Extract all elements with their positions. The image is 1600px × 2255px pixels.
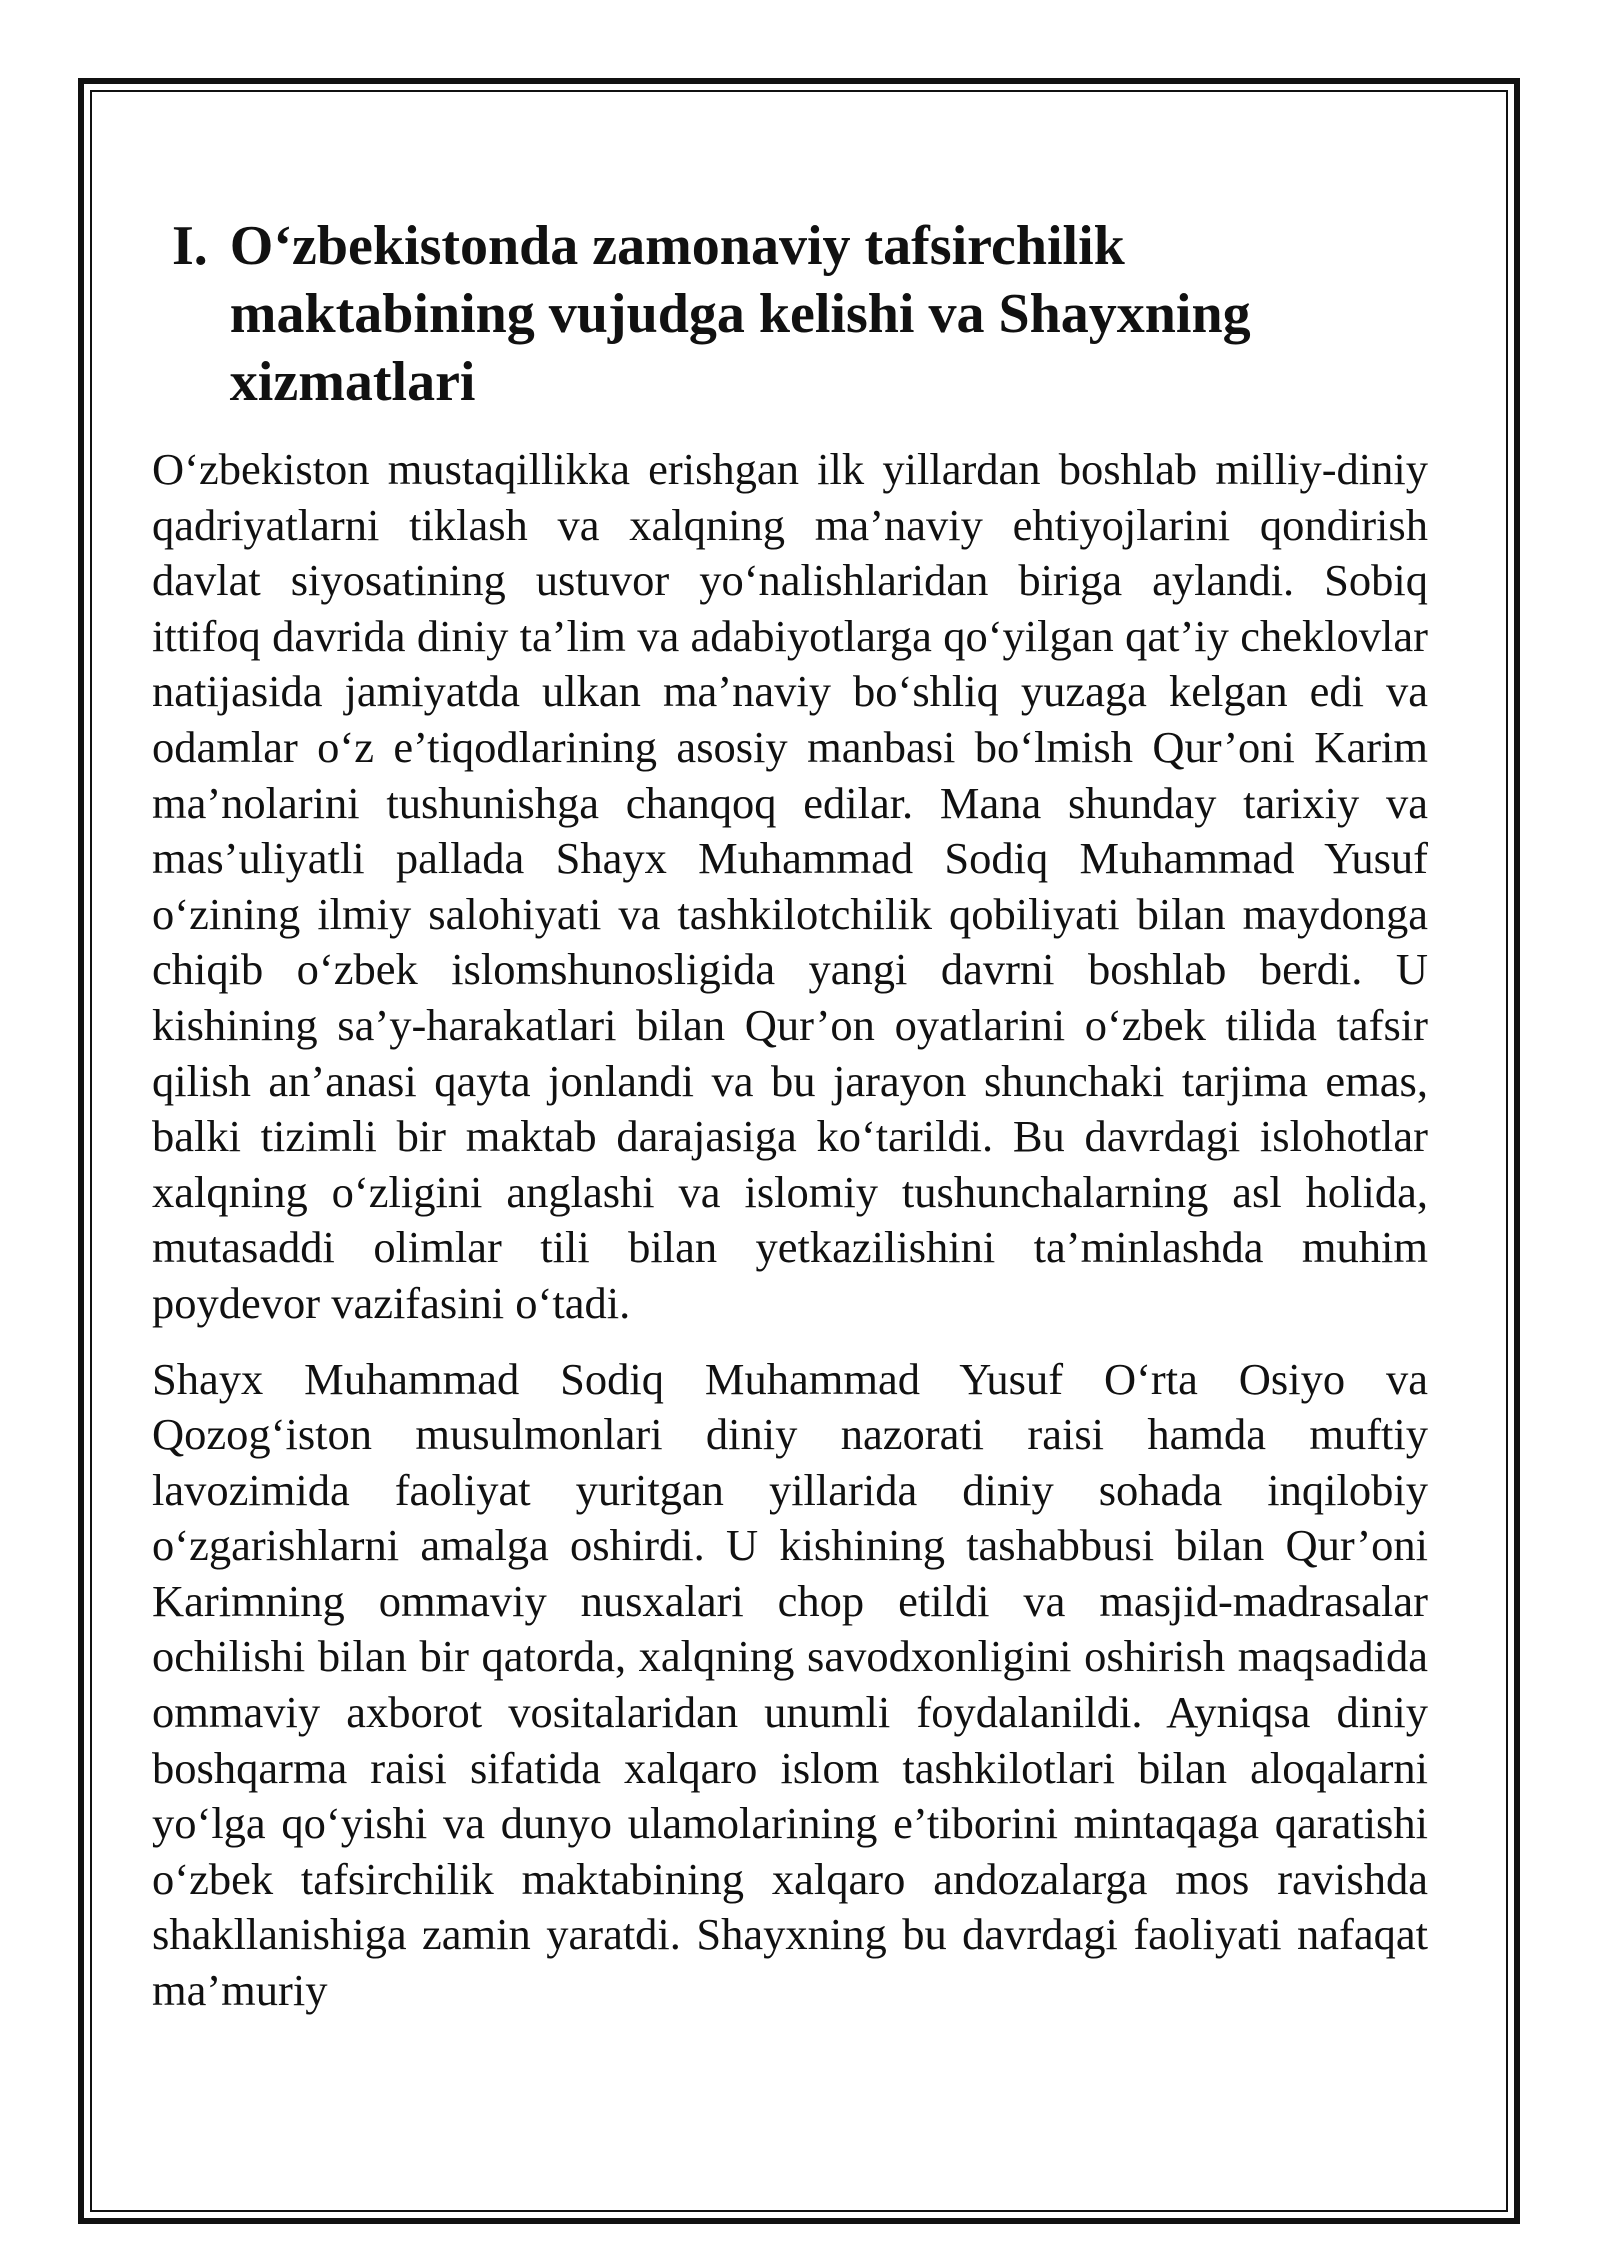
section-heading [172,212,1428,416]
body-paragraph-1: O‘zbekiston mustaqillikka erishgan ilk yillardan boshlab milliy-diniy qadriyatlarni tiklash va xalqning ma’naviy ehtiyojlarini qondirish davlat siyosatining ustuvor yo‘nalishlaridan biriga aylandi. Sobiq ittifoq davrida diniy ta’lim va adabiyotlarga qo‘yilgan qat’iy cheklovlar natijasida jamiyatda ulkan ma’naviy bo‘shliq yuzaga kelgan edi va odamlar o‘z e’tiqodlarining asosiy manbasi bo‘lmish Qur’oni Karim ma’nolarini tushunishga chanqoq edilar. Mana shunday tarixiy va mas’uliyatli pallada Shayx Muhammad Sodiq Muhammad Yusuf o‘zining ilmiy salohiyati va tashkilotchilik qobiliyati bilan maydonga chiqib o‘zbek islomshunosligida yangi davrni boshlab berdi. U kishining sa’y-harakatlari bilan Qur’on oyatlarini o‘zbek tilida tafsir qilish an’anasi qayta jonlandi va bu jarayon shunchaki tarjima emas, balki tizimli bir maktab darajasiga ko‘tarildi. Bu davrdagi islohotlar xalqning o‘zligini anglashi va islomiy tushunchalarning asl holida, mutasaddi olimlar tili bilan yetkazilishini ta’minlashda muhim poydevor vazifasini o‘tadi. [152,444,1428,1328]
page-content [152,212,1428,2019]
section-number: I. [172,215,208,277]
section-title: O‘zbekistonda zamonaviy tafsirchilik maktabining vujudga kelishi va Shayxning xizmatlari [229,215,1251,413]
body-paragraph-2: Shayx Muhammad Sodiq Muhammad Yusuf O‘rta Osiyo va Qozog‘iston musulmonlari diniy nazorati raisi hamda muftiy lavozimida faoliyat yuritgan yillarida diniy sohada inqilobiy o‘zgarishlarni amalga oshirdi. U kishining tashabbusi bilan Qur’oni Karimning ommaviy nusxalari chop etildi va masjid-madrasalar ochilishi bilan bir qatorda, xalqning savodxonligini oshirish maqsadida ommaviy axborot vositalaridan unumli foydalanildi. Ayniqsa diniy boshqarma raisi sifatida xalqaro islom tashkilotlari bilan aloqalarni yo‘lga qo‘yishi va dunyo ulamolarining e’tiborini mintaqaga qaratishi o‘zbek tafsirchilik maktabining xalqaro andozalarga mos ravishda shakllanishiga zamin yaratdi. Shayxning bu davrdagi faoliyati nafaqat ma’muriy [152,1353,1428,2016]
